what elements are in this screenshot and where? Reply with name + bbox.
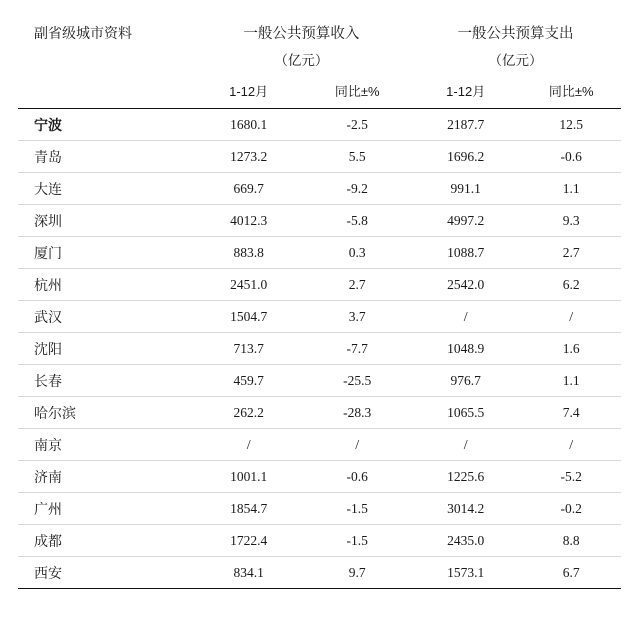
row-expense-value: 1225.6	[410, 461, 522, 493]
row-income-value: 4012.3	[193, 205, 305, 237]
row-expense-value: /	[410, 301, 522, 333]
table-body	[18, 109, 621, 589]
row-income-yoy: -1.5	[304, 493, 410, 525]
table-row	[18, 397, 621, 429]
row-income-value: 1722.4	[193, 525, 305, 557]
row-expense-yoy: 7.4	[521, 397, 621, 429]
row-expense-yoy: -5.2	[521, 461, 621, 493]
budget-table	[18, 16, 621, 589]
row-income-yoy: -1.5	[304, 525, 410, 557]
table-row	[18, 493, 621, 525]
header-sub-blank	[18, 71, 193, 108]
table-row	[18, 333, 621, 365]
header-income-period: 1-12月	[229, 84, 269, 99]
header-unit-expense: （亿元）	[488, 53, 543, 68]
row-expense-yoy: 2.7	[521, 237, 621, 269]
row-city-name: 哈尔滨	[18, 397, 193, 429]
row-income-yoy: -28.3	[304, 397, 410, 429]
row-income-value: 834.1	[233, 565, 264, 580]
row-income-value: 1504.7	[193, 301, 305, 333]
row-expense-value: 1065.5	[410, 397, 522, 429]
row-income-value: 669.7	[193, 173, 305, 205]
row-income-value: 1680.1	[193, 109, 305, 141]
table-row	[18, 269, 621, 301]
row-city-name: 杭州	[18, 269, 193, 301]
row-city-name: 济南	[18, 461, 193, 493]
row-income-yoy: -0.6	[304, 461, 410, 493]
row-expense-yoy: /	[521, 429, 621, 461]
row-income-yoy: -2.5	[304, 109, 410, 141]
row-city-name: 大连	[18, 173, 193, 205]
header-expense-yoy: 同比±%	[548, 84, 594, 99]
table-row	[18, 461, 621, 493]
row-expense-value: 1696.2	[410, 141, 522, 173]
table-row	[18, 525, 621, 557]
row-expense-value: /	[410, 429, 522, 461]
row-expense-yoy: 1.1	[521, 173, 621, 205]
row-expense-value: 1573.1	[447, 565, 485, 580]
table-row	[18, 109, 621, 141]
row-expense-value: 991.1	[410, 173, 522, 205]
row-income-yoy: 2.7	[304, 269, 410, 301]
table-row	[18, 301, 621, 333]
table-row	[18, 237, 621, 269]
table-row	[18, 557, 621, 589]
row-income-value: 2451.0	[193, 269, 305, 301]
header-income-yoy: 同比±%	[334, 84, 380, 99]
row-income-value: 459.7	[193, 365, 305, 397]
row-expense-yoy: 6.2	[521, 269, 621, 301]
row-expense-yoy: 12.5	[521, 109, 621, 141]
row-city-name: 广州	[18, 493, 193, 525]
row-income-value: 1854.7	[193, 493, 305, 525]
footer-rule	[18, 588, 621, 589]
row-income-value: 1001.1	[193, 461, 305, 493]
header-unit-income: （亿元）	[274, 53, 329, 68]
row-city-name: 成都	[18, 525, 193, 557]
row-city-name: 厦门	[18, 237, 193, 269]
row-income-yoy: 0.3	[304, 237, 410, 269]
row-expense-yoy: 1.6	[521, 333, 621, 365]
row-expense-value: 2542.0	[410, 269, 522, 301]
table-header	[18, 16, 621, 109]
row-expense-yoy: 9.3	[521, 205, 621, 237]
row-income-yoy: -25.5	[304, 365, 410, 397]
header-title-cities: 副省级城市资料	[34, 25, 132, 41]
header-group-expense: 一般公共预算支出	[457, 26, 574, 42]
table-row	[18, 205, 621, 237]
row-expense-yoy: -0.6	[521, 141, 621, 173]
row-city-name: 沈阳	[18, 333, 193, 365]
row-expense-yoy: /	[521, 301, 621, 333]
header-expense-period: 1-12月	[446, 84, 486, 99]
table-row	[18, 365, 621, 397]
row-income-value: 713.7	[193, 333, 305, 365]
row-income-yoy: -5.8	[304, 205, 410, 237]
row-expense-value: 1048.9	[410, 333, 522, 365]
row-expense-yoy: 8.8	[521, 525, 621, 557]
row-city-name: 武汉	[18, 301, 193, 333]
table-row	[18, 173, 621, 205]
row-income-yoy: /	[304, 429, 410, 461]
row-income-value: 1273.2	[193, 141, 305, 173]
row-expense-value: 3014.2	[410, 493, 522, 525]
row-expense-yoy: -0.2	[521, 493, 621, 525]
header-group-income: 一般公共预算收入	[243, 26, 360, 42]
row-income-yoy: -9.2	[304, 173, 410, 205]
row-expense-value: 1088.7	[410, 237, 522, 269]
row-income-value: 883.8	[193, 237, 305, 269]
row-income-yoy: 5.5	[304, 141, 410, 173]
table-footer	[18, 588, 621, 589]
row-income-yoy: 3.7	[304, 301, 410, 333]
header-group-row	[18, 16, 621, 45]
header-unit-blank	[18, 45, 193, 71]
row-city-name: 长春	[18, 365, 193, 397]
row-expense-value: 2435.0	[410, 525, 522, 557]
row-city-name: 西安	[34, 565, 62, 581]
row-expense-value: 976.7	[410, 365, 522, 397]
table-row	[18, 429, 621, 461]
row-income-yoy: -7.7	[304, 333, 410, 365]
row-expense-yoy: 1.1	[521, 365, 621, 397]
row-income-value: 262.2	[193, 397, 305, 429]
row-income-value: /	[193, 429, 305, 461]
header-unit-row	[18, 45, 621, 71]
row-expense-value: 4997.2	[410, 205, 522, 237]
row-expense-value: 2187.7	[410, 109, 522, 141]
row-city-name: 深圳	[18, 205, 193, 237]
row-expense-yoy: 6.7	[562, 565, 580, 580]
row-income-yoy: 9.7	[348, 565, 366, 580]
header-sub-row	[18, 71, 621, 108]
row-city-name: 青岛	[18, 141, 193, 173]
row-city-name: 宁波	[18, 109, 193, 141]
table-row	[18, 141, 621, 173]
row-city-name: 南京	[18, 429, 193, 461]
